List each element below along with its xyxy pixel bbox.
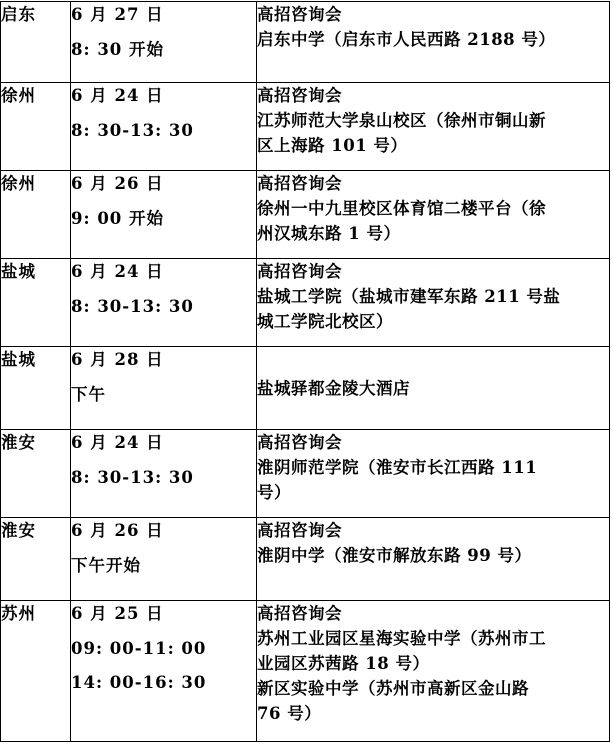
venue-line: 高招咨询会 [257, 174, 342, 193]
date-time-cell [71, 2, 257, 83]
venue-line: 城工学院北校区） [257, 312, 393, 331]
venue-line: 高招咨询会 [257, 433, 342, 452]
table-row [1, 83, 610, 171]
date-text: 6 月 25 日 [71, 604, 164, 623]
date-text: 6 月 24 日 [71, 86, 164, 105]
venue-line: 江苏师范大学泉山校区（徐州市铜山新 [257, 111, 546, 130]
venue-line: 淮阴中学（淮安市解放东路 99 号） [257, 546, 532, 565]
venue-line: 苏州工业园区星海实验中学（苏州市工 [257, 629, 546, 648]
date-time-cell [71, 601, 257, 742]
city-cell: 启东 [1, 2, 71, 83]
date-text: 6 月 26 日 [71, 521, 164, 540]
consultation-schedule-table [0, 1, 610, 742]
city-cell: 盐城 [1, 347, 71, 430]
date-time-cell [71, 259, 257, 347]
date-time-cell [71, 518, 257, 601]
time-text: 8: 30-13: 30 [71, 297, 194, 316]
time-text: 8: 30-13: 30 [71, 468, 194, 487]
venue-cell [257, 518, 610, 601]
venue-line: 新区实验中学（苏州市高新区金山路 [257, 679, 529, 698]
venue-line: 高招咨询会 [257, 5, 342, 24]
city-cell: 徐州 [1, 171, 71, 259]
venue-line: 徐州一中九里校区体育馆二楼平台（徐 [257, 199, 546, 218]
venue-cell [257, 430, 610, 518]
venue-line: 启东中学（启东市人民西路 2188 号） [257, 30, 556, 49]
city-cell: 淮安 [1, 518, 71, 601]
table-row [1, 430, 610, 518]
venue-cell [257, 83, 610, 171]
venue-line: 高招咨询会 [257, 262, 342, 281]
city-cell: 盐城 [1, 259, 71, 347]
date-text: 6 月 28 日 [71, 350, 164, 369]
city-cell: 苏州 [1, 601, 71, 742]
time-text: 8: 30 开始 [71, 40, 165, 59]
venue-line: 76 号） [257, 704, 322, 723]
venue-line: 高招咨询会 [257, 86, 342, 105]
venue-line: 盐城驿都金陵大酒店 [257, 378, 410, 398]
date-time-cell [71, 430, 257, 518]
date-time-cell [71, 171, 257, 259]
table-row [1, 347, 610, 430]
table-row [1, 518, 610, 601]
date-text: 6 月 24 日 [71, 433, 164, 452]
time-text: 9: 00 开始 [71, 209, 165, 228]
venue-line: 州汉城东路 1 号） [257, 224, 401, 243]
venue-cell [257, 347, 610, 430]
date-text: 6 月 27 日 [71, 5, 164, 24]
city-cell: 徐州 [1, 83, 71, 171]
time-text: 14: 00-16: 30 [71, 673, 207, 692]
venue-cell [257, 171, 610, 259]
venue-line: 淮阴师范学院（淮安市长江西路 111 [257, 458, 538, 477]
venue-line: 业园区苏茜路 18 号） [257, 654, 430, 673]
date-text: 6 月 26 日 [71, 174, 164, 193]
venue-line: 区上海路 101 号） [257, 136, 408, 155]
table-row [1, 259, 610, 347]
time-text: 下午 [71, 385, 106, 404]
table-row [1, 2, 610, 83]
time-text: 下午开始 [71, 556, 141, 575]
venue-line: 高招咨询会 [257, 604, 342, 623]
city-cell: 淮安 [1, 430, 71, 518]
venue-cell [257, 601, 610, 742]
venue-line: 盐城工学院（盐城市建军东路 211 号盐 [257, 287, 561, 306]
table-row [1, 601, 610, 742]
date-time-cell [71, 347, 257, 430]
date-text: 6 月 24 日 [71, 262, 164, 281]
venue-line: 高招咨询会 [257, 521, 342, 540]
venue-cell [257, 2, 610, 83]
venue-cell [257, 259, 610, 347]
venue-line: 号） [257, 483, 291, 502]
time-text: 8: 30-13: 30 [71, 121, 194, 140]
time-text: 09: 00-11: 00 [71, 639, 207, 658]
table-row [1, 171, 610, 259]
date-time-cell [71, 83, 257, 171]
